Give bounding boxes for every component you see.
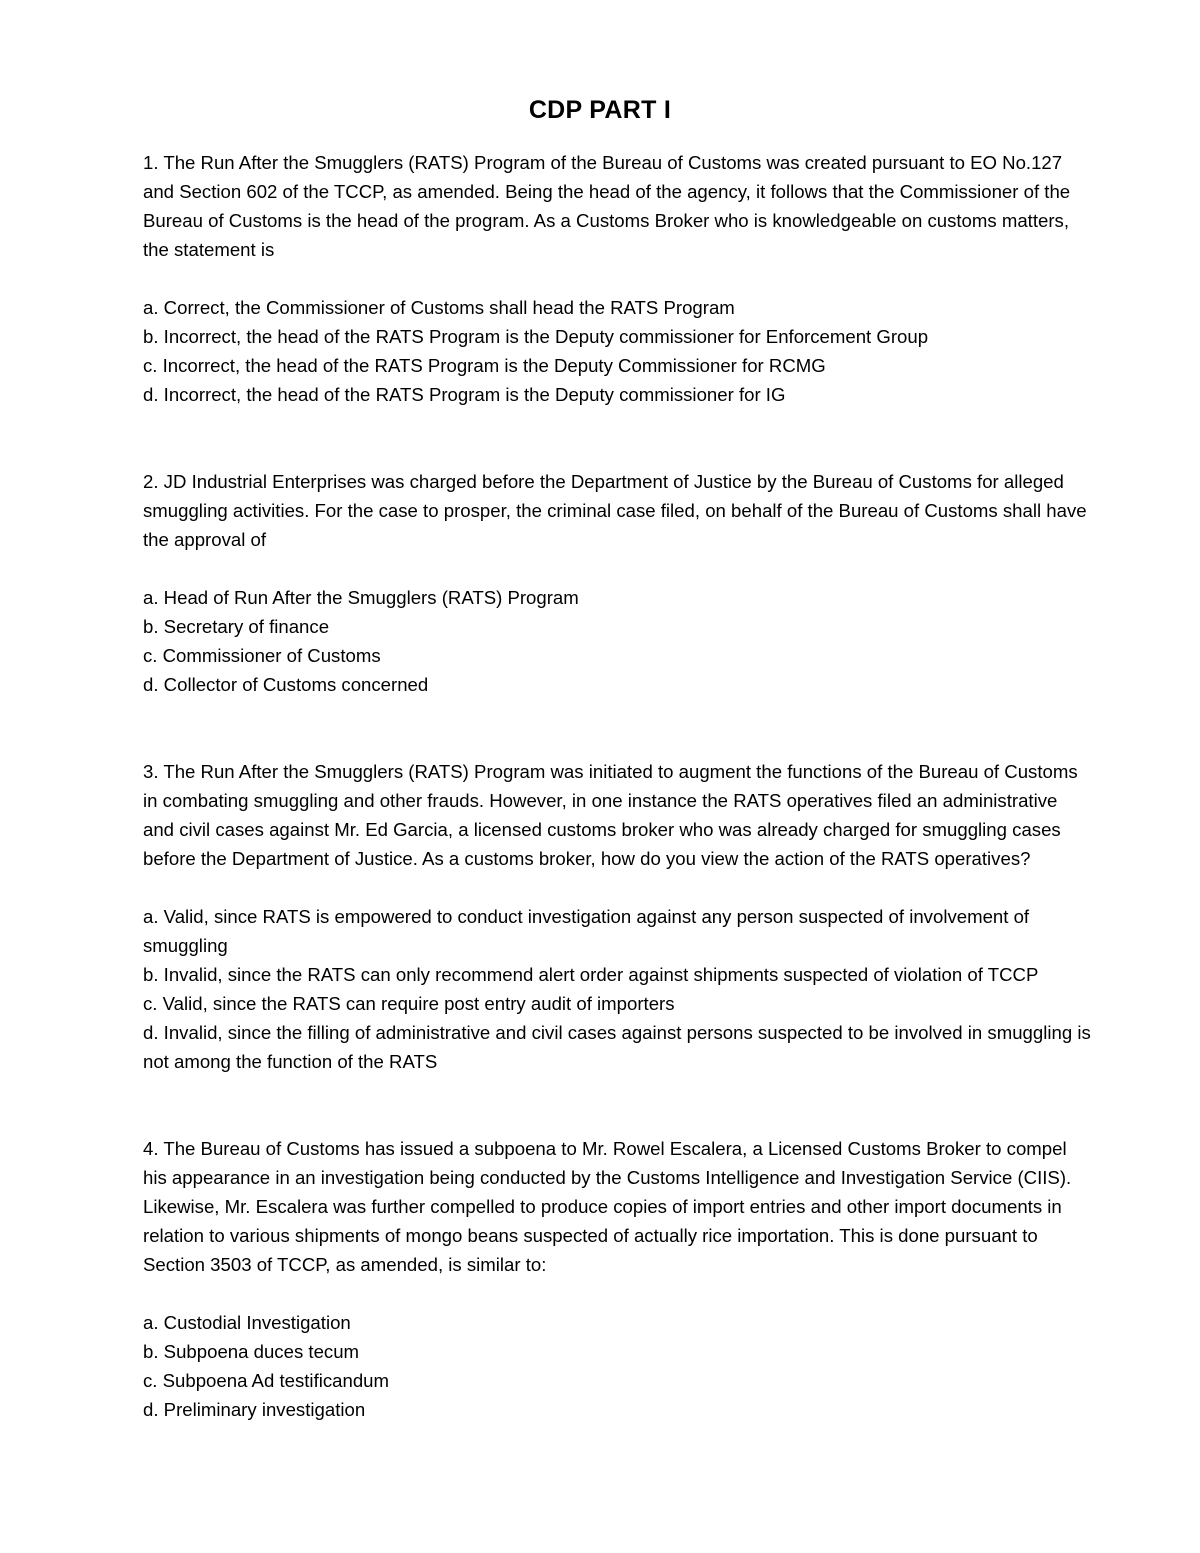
answer-option: a. Head of Run After the Smugglers (RATS) Program xyxy=(143,587,579,608)
question-text: 2. JD Industrial Enterprises was charged before the Department of Justice by the Bureau of Customs for alleged smuggling activities. For the case to prosper, the criminal case filed, on behalf of the Bureau of Customs shall have the approval of xyxy=(143,471,1087,550)
answer-option: a. Custodial Investigation xyxy=(143,1312,351,1333)
answer-options xyxy=(143,583,1093,699)
document-body xyxy=(143,148,1093,1424)
question-text: 3. The Run After the Smugglers (RATS) Program was initiated to augment the functions of the Bureau of Customs in combating smuggling and other frauds. However, in one instance the RATS operatives filed an administrative and civil cases against Mr. Ed Garcia, a licensed customs broker who was already charged for smuggling cases before the Department of Justice. As a customs broker, how do you view the action of the RATS operatives? xyxy=(143,761,1078,869)
question-block-4 xyxy=(143,1134,1093,1424)
question-text: 4. The Bureau of Customs has issued a subpoena to Mr. Rowel Escalera, a Licensed Customs Broker to compel his appearance in an investigation being conducted by the Customs Intelligence and Investigation Service (CIIS). Likewise, Mr. Escalera was further compelled to produce copies of import entries and other import documents in relation to various shipments of mongo beans suspected of actually rice importation. This is done pursuant to Section 3503 of TCCP, as amended, is similar to: xyxy=(143,1138,1072,1275)
answer-option: d. Incorrect, the head of the RATS Program is the Deputy commissioner for IG xyxy=(143,384,786,405)
answer-options xyxy=(143,293,1093,409)
answer-option: b. Subpoena duces tecum xyxy=(143,1341,360,1362)
answer-option: d. Collector of Customs concerned xyxy=(143,674,429,695)
answer-option: b. Incorrect, the head of the RATS Program is the Deputy commissioner for Enforcement Group xyxy=(143,326,929,347)
answer-option: d. Invalid, since the filling of administrative and civil cases against persons suspected to be involved in smuggling is not among the function of the RATS xyxy=(143,1022,1091,1072)
answer-option: a. Correct, the Commissioner of Customs shall head the RATS Program xyxy=(143,297,735,318)
spacer xyxy=(143,409,1093,467)
question-block-1 xyxy=(143,148,1093,409)
answer-option: a. Valid, since RATS is empowered to conduct investigation against any person suspected of involvement of smuggling xyxy=(143,906,1030,956)
spacer xyxy=(143,699,1093,757)
question-block-3 xyxy=(143,757,1093,1076)
answer-option: c. Valid, since the RATS can require post entry audit of importers xyxy=(143,993,675,1014)
question-text: 1. The Run After the Smugglers (RATS) Program of the Bureau of Customs was created pursuant to EO No.127 and Section 602 of the TCCP, as amended. Being the head of the agency, it follows that the Commissioner of the Bureau of Customs is the head of the program. As a Customs Broker who is knowledgeable on customs matters, the statement is xyxy=(143,152,1071,260)
question-block-2 xyxy=(143,467,1093,699)
answer-options xyxy=(143,902,1093,1076)
spacer xyxy=(143,1076,1093,1134)
answer-option: b. Secretary of finance xyxy=(143,616,330,637)
document-title: CDP PART I xyxy=(528,96,672,124)
answer-option: c. Subpoena Ad testificandum xyxy=(143,1370,390,1391)
answer-option: b. Invalid, since the RATS can only recommend alert order against shipments suspected of violation of TCCP xyxy=(143,964,1039,985)
answer-option: c. Incorrect, the head of the RATS Program is the Deputy Commissioner for RCMG xyxy=(143,355,826,376)
answer-option: d. Preliminary investigation xyxy=(143,1399,366,1420)
answer-option: c. Commissioner of Customs xyxy=(143,645,381,666)
answer-options xyxy=(143,1308,1093,1424)
